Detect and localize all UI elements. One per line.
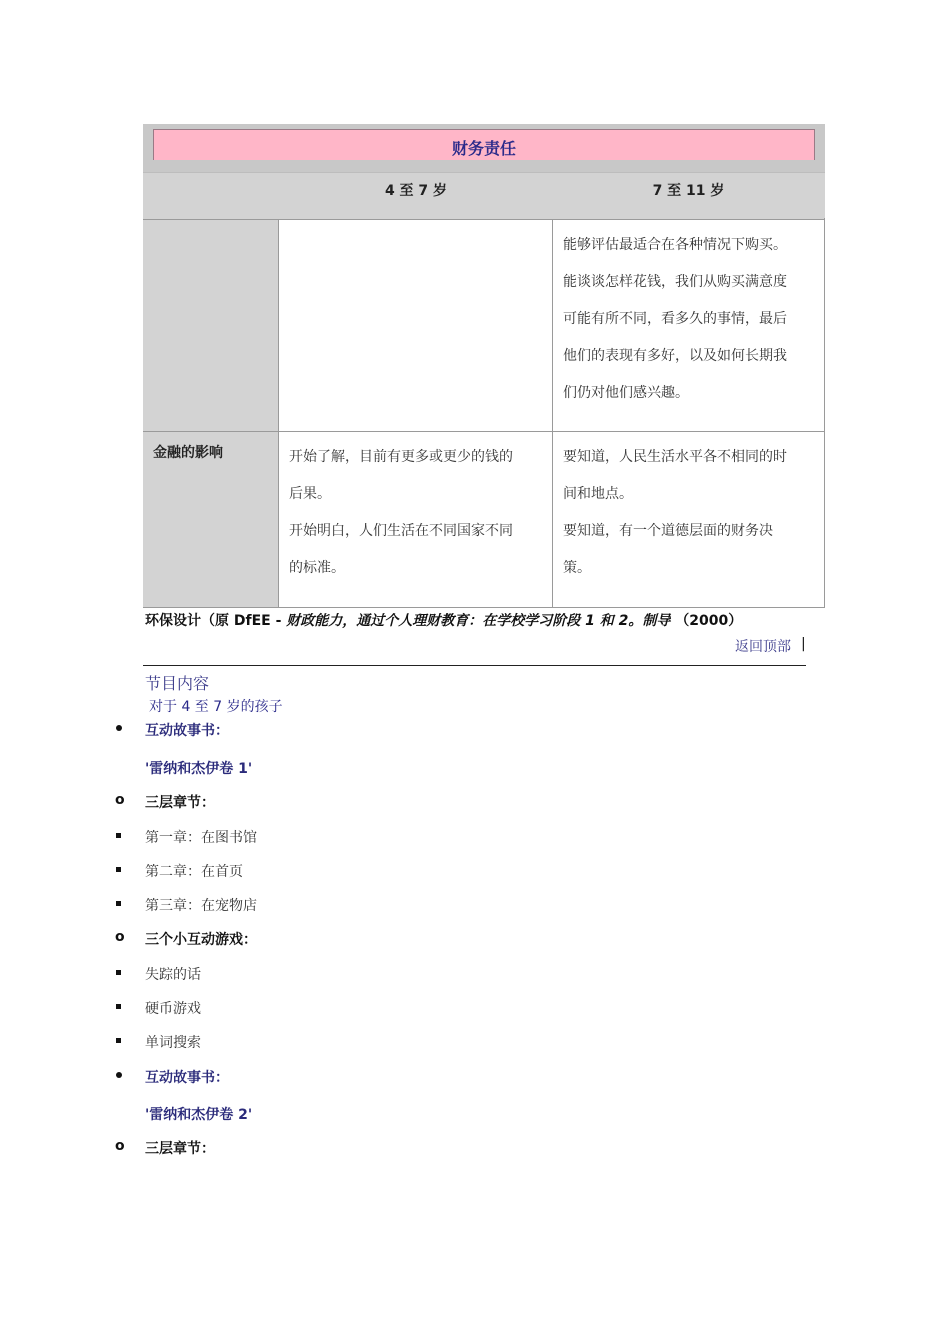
- cell-text: 可能有所不同，看多久的事情，最后: [563, 311, 787, 327]
- cell-text: 能够评估最适合在各种情况下购买。: [563, 237, 787, 253]
- list-item: '雷纳和杰伊卷 1': [145, 761, 253, 777]
- list-item: '雷纳和杰伊卷 2': [145, 1107, 253, 1123]
- table-row: [143, 432, 825, 608]
- list-item: 硬币游戏: [145, 1001, 201, 1017]
- list-item: 失踪的话: [145, 967, 201, 983]
- list-item: 第一章：在图书馆: [145, 830, 257, 846]
- age-group-title: 对于 4 至 7 岁的孩子: [149, 699, 283, 715]
- bullet-circle-icon: o: [115, 929, 125, 945]
- bullet-dot-icon: [116, 1072, 122, 1078]
- table-title-band: [143, 124, 825, 172]
- table-title: 财务责任: [153, 129, 815, 160]
- table-right-border: [824, 218, 825, 608]
- cell-text: 策。: [563, 560, 591, 576]
- cell-text: 他们的表现有多好，以及如何长期我: [563, 348, 787, 364]
- bullet-square-icon: [116, 970, 121, 975]
- horizontal-rule: [143, 665, 806, 666]
- cell-text: 开始了解，目前有更多或更少的钱的: [289, 449, 513, 465]
- list-item: 单词搜索: [145, 1035, 201, 1051]
- cell-text: 开始明白，人们生活在不同国家不同: [289, 523, 513, 539]
- cell-text: 间和地点。: [563, 486, 633, 502]
- list-item: 三层章节：: [145, 795, 215, 811]
- caption-suffix: （2000）: [670, 613, 743, 629]
- bullet-square-icon: [116, 867, 121, 872]
- bullet-dot-icon: [116, 725, 122, 731]
- bullet-square-icon: [116, 1004, 121, 1009]
- cell-text: 的标准。: [289, 560, 345, 576]
- bullet-square-icon: [116, 833, 121, 838]
- caption-italic: 财政能力，通过个人理财教育：在学校学习阶段 1 和 2。制导: [286, 613, 671, 629]
- list-item: 三层章节：: [145, 1141, 215, 1157]
- link-separator: |: [801, 636, 806, 652]
- row-cell-4-7: [279, 432, 552, 607]
- cell-text: 要知道，有一个道德层面的财务决: [563, 523, 773, 539]
- bullet-square-icon: [116, 901, 121, 906]
- table-row: [143, 220, 825, 432]
- table-caption: [145, 610, 742, 630]
- section-title: 节目内容: [145, 674, 210, 693]
- row-cell-7-11: [552, 432, 825, 607]
- row-cell-7-11: [552, 220, 825, 431]
- list-item: 互动故事书：: [145, 1070, 229, 1086]
- back-to-top-link[interactable]: 返回顶部: [735, 639, 791, 655]
- row-label-financial-influence: 金融的影响: [143, 432, 279, 607]
- cell-text: 要知道，人民生活水平各不相同的时: [563, 449, 787, 465]
- header-age-7-11: 7 至 11 岁: [652, 183, 725, 199]
- caption-prefix: 环保设计（原 DfEE -: [145, 613, 287, 629]
- list-item: 三个小互动游戏：: [145, 932, 257, 948]
- financial-responsibility-table: [143, 124, 825, 608]
- cell-text: 后果。: [289, 486, 331, 502]
- table-header-row: [143, 172, 825, 220]
- cell-text: 能谈谈怎样花钱，我们从购买满意度: [563, 274, 787, 290]
- bullet-circle-icon: o: [115, 1138, 125, 1154]
- bullet-circle-icon: o: [115, 792, 125, 808]
- row-label: [143, 220, 279, 431]
- row-cell-4-7: [279, 220, 552, 431]
- bullet-square-icon: [116, 1038, 121, 1043]
- list-item: 互动故事书：: [145, 723, 229, 739]
- list-item: 第二章：在首页: [145, 864, 243, 880]
- header-age-4-7: 4 至 7 岁: [384, 183, 448, 199]
- cell-text: 们仍对他们感兴趣。: [563, 385, 689, 401]
- list-item: 第三章：在宠物店: [145, 898, 257, 914]
